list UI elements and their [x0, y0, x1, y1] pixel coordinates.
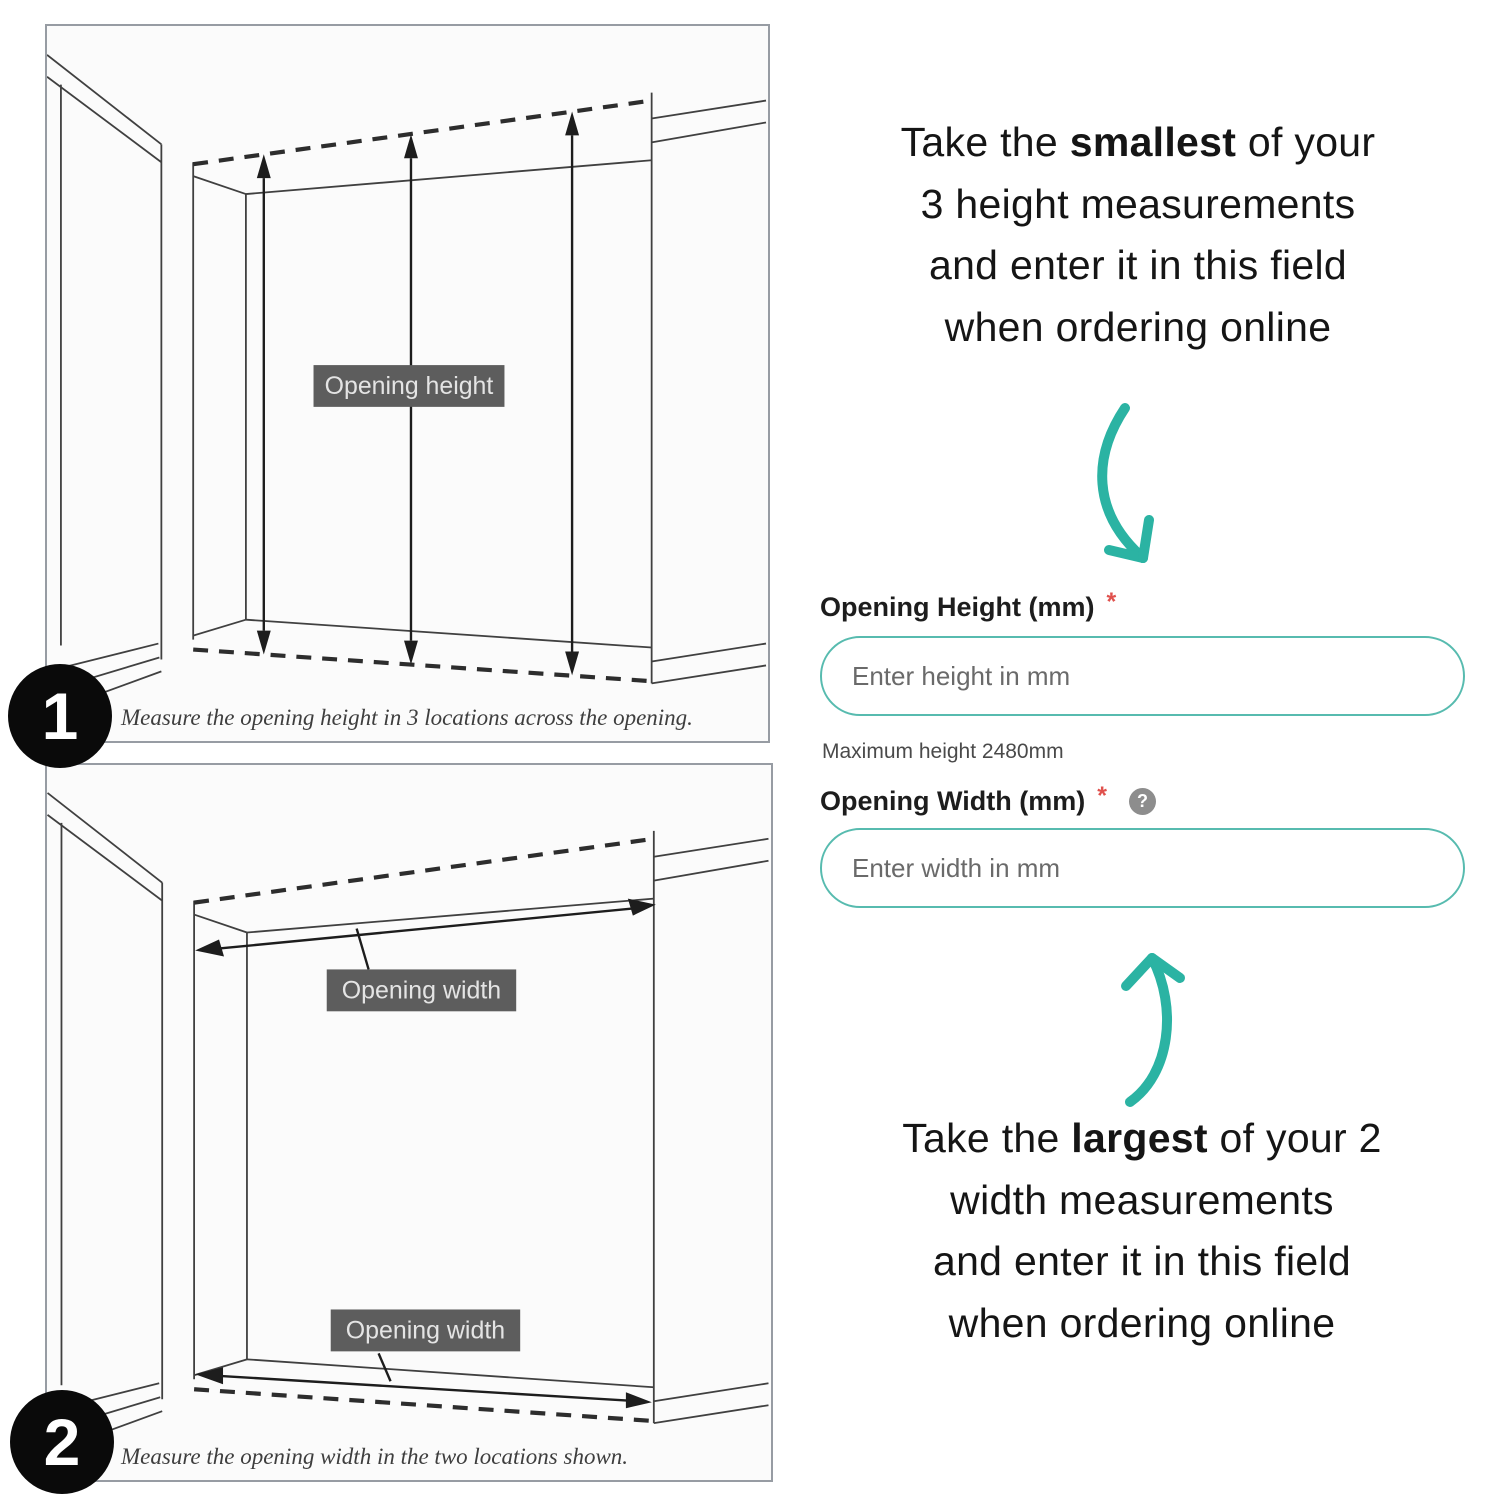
instruction-line: Take the smallest of your	[900, 119, 1376, 165]
max-height-helper-text: Maximum height 2480mm	[822, 740, 1064, 763]
step-1-badge: 1	[8, 664, 112, 768]
opening-height-input[interactable]	[820, 636, 1465, 716]
width-instruction-text	[810, 1108, 1474, 1354]
opening-width-diagram	[47, 765, 771, 1480]
instruction-line: when ordering online	[948, 1299, 1336, 1346]
opening-width-diagram-panel	[45, 763, 773, 1482]
opening-width-input[interactable]	[820, 828, 1465, 908]
diagram1-caption: Measure the opening height in 3 locations across the opening.	[121, 705, 693, 730]
opening-height-diagram-panel	[45, 24, 770, 743]
help-icon[interactable]: ?	[1129, 788, 1156, 815]
opening-height-field-label: Opening Height (mm) *	[820, 588, 1117, 622]
diagram2-caption: Measure the opening width in the two locations shown.	[121, 1444, 629, 1469]
opening-width-field-label: Opening Width (mm) * ?	[820, 786, 1156, 817]
curved-arrow-up-icon	[1108, 946, 1218, 1111]
opening-width-top-tag-label: Opening width	[341, 976, 502, 1005]
instruction-line: when ordering online	[944, 303, 1332, 350]
height-instruction-text	[806, 112, 1470, 358]
instruction-line: and enter it in this field	[932, 1238, 1352, 1284]
curved-arrow-down-icon	[1085, 400, 1195, 580]
required-asterisk: *	[1097, 782, 1107, 810]
instruction-line: width measurements	[950, 1176, 1334, 1223]
instruction-line: and enter it in this field	[928, 242, 1348, 288]
step-2-badge: 2	[10, 1390, 114, 1494]
opening-width-bottom-tag-label: Opening width	[345, 1316, 506, 1345]
opening-height-tag-label: Opening height	[324, 371, 494, 400]
instruction-line: 3 height measurements	[920, 180, 1356, 227]
instruction-line: Take the largest of your 2	[902, 1115, 1382, 1161]
required-asterisk: *	[1106, 588, 1117, 616]
opening-height-diagram	[47, 26, 768, 741]
